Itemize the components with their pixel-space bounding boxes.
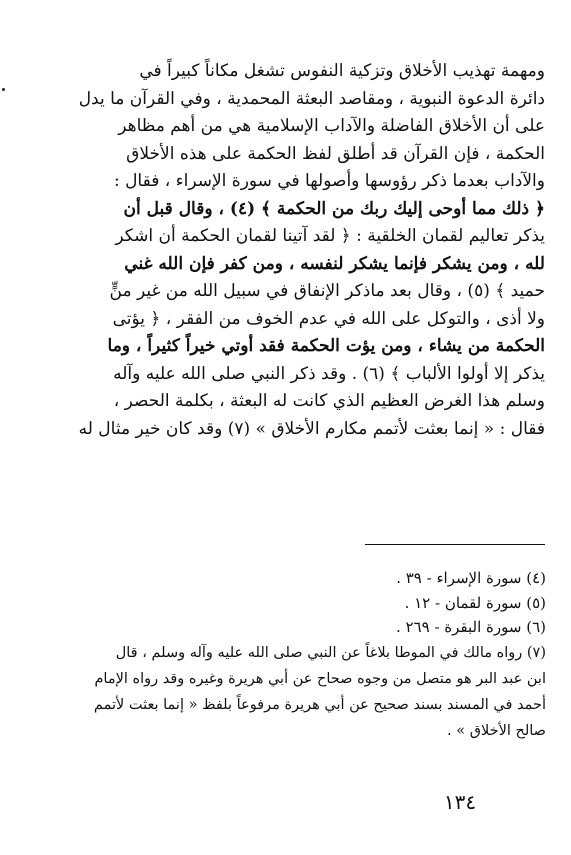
footnote-6: (٦) سورة البقرة - ٢٦٩ . [395,618,546,636]
main-text [30,58,545,443]
footnotes [26,566,546,744]
footnote-divider [365,544,545,545]
text-line-3: على أن الأخلاق الفاضلة والآداب الإسلامية هي من أهم مظاهر [118,116,545,136]
footnote-7-line-3: أحمد في المسند بسند صحيح عن أبي هريرة مرفوعاً بلفظ « إنما بعثت لأتمم [93,696,546,713]
text-line-2: دائرة الدعوة النبوية ، ومقاصد البعثة المحمدية ، وفي القرآن ما يدل [78,88,545,109]
text-line-14: فقال : « إنما بعثت لأتمم مكارم الأخلاق » (٧) وقد كان خير مثال له [78,418,545,439]
text-line-5: والآداب بعدما ذكر رؤوسها وأصولها في سورة الإسراء ، فقال : [113,171,545,191]
footnote-4: (٤) سورة الإسراء - ٣٩ . [396,569,546,587]
text-line-13: وسلم هذا الغرض العظيم الذي كانت له البعثة ، بكلمة الحصر ، [113,391,545,411]
footnote-7-line-1: (٧) رواه مالك في الموطا بلاغاً عن النبي صلى الله عليه وآله وسلم ، قال [115,644,546,661]
text-line-12: يذكر إلا أولوا الألباب ﴾ (٦) . وقد ذكر النبي صلى الله عليه وآله [113,363,545,384]
page-number: ١٣٤ [443,790,477,814]
text-line-10: ولا أذى ، والتوكل على الله في عدم الخوف من الفقر ، ﴿ يؤتى [112,308,545,329]
margin-mark [2,88,5,91]
text-line-4: الحكمة ، فإن القرآن قد أطلق لفظ الحكمة على هذه الأخلاق [126,143,545,164]
text-line-11: الحكمة من يشاء ، ومن يؤت الحكمة فقد أوتي خيراً كثيراً ، وما [107,336,545,356]
text-line-7: يذكر تعاليم لقمان الخلقية : ﴿ لقد آتينا لقمان الحكمة أن اشكر [115,226,545,246]
footnote-7-line-4: صالح الأخلاق » . [447,722,546,739]
text-line-1: ومهمة تهذيب الأخلاق وتزكية النفوس تشغل مكاناً كبيراً في [139,61,545,81]
footnote-5: (٥) سورة لقمان - ١٢ . [404,593,546,612]
text-line-9: حميد ﴾ (٥) ، وقال بعد ماذكر الإنفاق في سبيل الله من غير منٍّ [109,281,545,301]
footnote-7-line-2: ابن عبد البر هو متصل من وجوه صحاح عن أبي هريرة وغيره وقد رواه الإمام [94,670,546,687]
text-line-8: لله ، ومن يشكر فإنما يشكر لنفسه ، ومن كفر فإن الله غني [124,253,545,274]
text-line-6: ﴿ ذلك مما أوحى إليك ربك من الحكمة ﴾ (٤) ، وقال قبل أن [123,198,545,219]
